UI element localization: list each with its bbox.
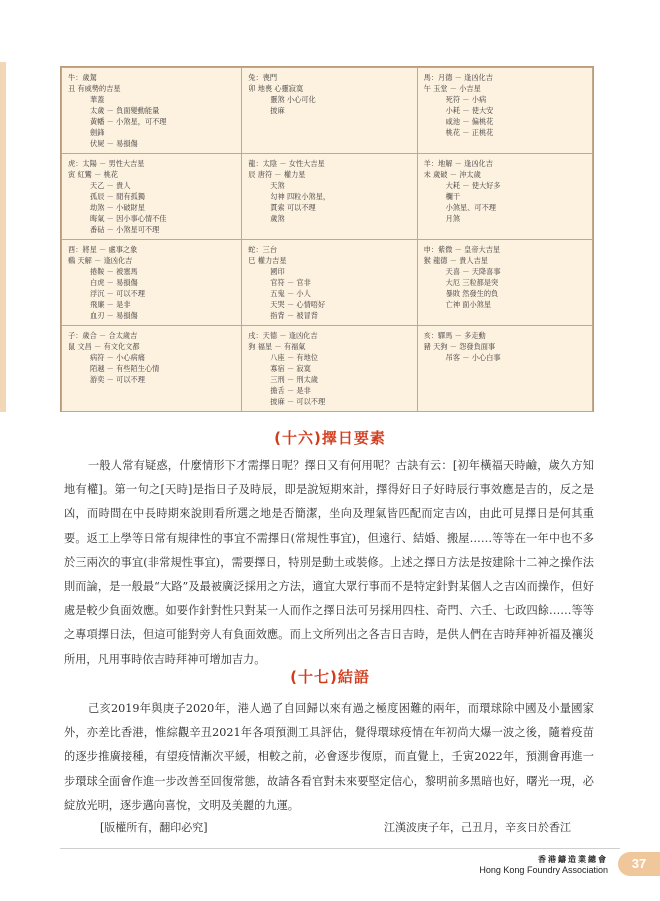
almanac-cell-line: 晦氣 － 因小事心情不佳 (90, 214, 167, 223)
almanac-cell-line: 病符 － 小心病痛 (90, 353, 145, 362)
almanac-cell-line: 午 玉堂 － 小吉星 (423, 84, 481, 93)
almanac-cell-line: 未 歲破 － 沖太歲 (423, 170, 481, 179)
almanac-cell (242, 326, 417, 412)
almanac-cell (62, 326, 242, 412)
almanac-cell-line: 寡宿 － 寂寞 (270, 364, 311, 373)
almanac-cell-line: 牛：歲駕 (68, 73, 97, 82)
almanac-cell-line: 月煞 (445, 214, 461, 223)
copyright-notice: [版權所有，翻印必究] (100, 821, 208, 834)
almanac-cell-line: 勾神 四粒小煞星， (270, 192, 331, 201)
almanac-cell (242, 154, 417, 240)
almanac-cell-line: 狗 福星 － 有福氣 (248, 342, 306, 351)
almanac-cell-line: 華蓋 (90, 95, 105, 104)
almanac-cell (62, 240, 242, 326)
almanac-cell (417, 326, 592, 412)
almanac-row (62, 68, 593, 154)
almanac-cell-line: 猴 龍德 － 貴人吉星 (423, 256, 488, 265)
almanac-cell-line: 浮沉 － 可以不理 (90, 289, 145, 298)
almanac-cell-line: 欄干 (445, 192, 461, 201)
almanac-cell-line: 血刃 － 易損傷 (90, 311, 138, 320)
almanac-cell-line: 天煞 (270, 181, 285, 190)
almanac-cell-line: 亡神 面小煞星 (445, 300, 492, 309)
almanac-cell-line: 兔：喪門 (248, 73, 278, 82)
almanac-cell-line: 番砧 － 小煞星可不理 (90, 225, 160, 234)
almanac-cell-line: 子：歲合 － 合太歲吉 (68, 331, 138, 340)
author-signature: 江漢波庚子年，己丑月，辛亥日於香江 (384, 821, 571, 834)
almanac-cell-line: 五鬼 － 小人 (270, 289, 311, 298)
almanac-cell-line: 丑 有威勢的吉星 (68, 84, 121, 93)
almanac-cell-line: 八座 － 有地位 (270, 353, 318, 362)
almanac-cell-line: 酉：將星 － 處事之象 (68, 245, 138, 254)
side-decoration (0, 62, 6, 412)
almanac-cell (242, 68, 417, 154)
almanac-cell-line: 國印 (270, 267, 285, 276)
almanac-cell-line: 蛇：三台 (248, 245, 278, 254)
section-16-paragraph: 一般人常有疑惑，什麼情形下才需擇日呢？擇日又有何用呢？古訣有云：[初年橫福天時鹼，歲久方知地有權]。第一句之[天時]是指日子及時辰，即是說短期來計，擇得好日子好時辰行事效應是吉的，反之是凶，而時間在中長時期來說則看所選之地是否簡潔，坐向及理氣皆匹配而定吉凶，由此可見擇日是何其重要。返工上學等日常有規律性的事宜不需擇日(常規性事宜)，但遠行、結婚、搬屋……等等在一年中也不多於三兩次的事宜(非常規性事宜)，需要擇日，特別是動土或裝修。上述之擇日方法是按建除十二神之操作法則而論，是一般最“大路”及最被廣泛採用之方法，適宜大眾行事而不是特定針對某個人之吉凶而操作，但好處是較少負面效應。如要作針對性只對某一人而作之擇日法可另採用四柱、奇門、六壬、七政四餘‥‥‥等等之專項擇日法，但這可能對旁人有負面效應。而上文所列出之各吉日吉時，是供人們在吉時拜神祈福及禳災所用，凡用事時依吉時拜神可增加吉力。 (64, 459, 594, 666)
almanac-cell-line: 小煞星、可不理 (445, 203, 496, 212)
almanac-cell-line: 亥：驛馬 － 多走動 (423, 331, 486, 340)
almanac-cell-line: 天哭 － 心情唔好 (270, 300, 326, 309)
almanac-cell-line: 鷄 天解 － 逢凶化吉 (68, 256, 133, 265)
almanac-cell-line: 天喜 － 天降喜事 (445, 267, 501, 276)
almanac-cell-line: 戌：天德 － 逢凶化吉 (248, 331, 318, 340)
almanac-cell-line: 太歲 － 負面變動能量 (90, 106, 160, 115)
almanac-cell-line: 劍鋒 (90, 128, 105, 137)
almanac-cell-line: 鼠 文昌 － 有文化文都 (68, 342, 140, 351)
page-number: 37 (618, 852, 660, 876)
almanac-cell-line: 陌越 － 有些陌生心情 (90, 364, 160, 373)
almanac-cell-line: 捲鞍 － 被塞馬 (90, 267, 138, 276)
almanac-cell-line: 貫索 可以不理 (270, 203, 316, 212)
almanac-cell (242, 240, 417, 326)
almanac-cell-line: 天乙 － 貴人 (90, 181, 131, 190)
almanac-cell (417, 154, 592, 240)
almanac-cell (417, 68, 592, 154)
almanac-cell-line: 靈煞 小心可化 (270, 95, 316, 104)
almanac-cell-line: 咸池 － 偏桃花 (445, 117, 494, 126)
footer-organization (479, 854, 608, 875)
almanac-cell-line: 披麻 － 可以不理 (270, 397, 326, 406)
almanac-cell-line: 白虎 － 易損傷 (90, 278, 138, 287)
almanac-cell-line: 虎：太陽 － 男性大吉星 (68, 159, 145, 168)
almanac-cell-line: 桃花 － 正桃花 (445, 128, 494, 137)
almanac-table (60, 66, 594, 412)
almanac-cell-line: 伏屍 － 易損傷 (90, 139, 138, 148)
almanac-row (62, 326, 593, 412)
almanac-cell-line: 羊：地解 － 逢凶化吉 (423, 159, 493, 168)
almanac-grid (61, 67, 593, 412)
almanac-cell (62, 68, 242, 154)
almanac-cell-line: 吊客 － 小心白事 (445, 353, 501, 362)
almanac-cell-line: 巳 權力吉星 (248, 256, 287, 265)
almanac-cell (62, 154, 242, 240)
almanac-cell-line: 死符 － 小病 (445, 95, 487, 104)
almanac-cell-line: 黃幡 － 小煞星，可不理 (90, 117, 167, 126)
almanac-cell-line: 孤辰 － 閒有孤獨 (90, 192, 145, 201)
almanac-cell-line: 飛廉 － 是非 (90, 300, 131, 309)
almanac-row (62, 240, 593, 326)
almanac-cell-line: 劫煞 － 小破財星 (90, 203, 145, 212)
section-16-title: (十六)擇日要素 (274, 429, 386, 447)
almanac-cell-line: 寅 紅鸞 － 桃花 (68, 170, 118, 179)
almanac-cell-line: 暴敗 然發生的負 (445, 289, 499, 298)
org-name-chinese: 香港鑄造業總會 (538, 855, 608, 864)
almanac-cell-line: 歲煞 (270, 214, 285, 223)
almanac-cell-line: 小耗 － 使大安 (445, 106, 494, 115)
section-17-paragraph: 己亥2019年與庚子2020年，港人過了自回歸以來有過之極度困難的兩年，而環球除中國及小量國家外，亦差比香港，惟綜觀辛丑2021年各項預測工具評估，覺得環球疫情在年初尚大爆一波之後，隨着疫苗的逐步推廣接種，有望疫情漸次平緩，相較之前，必會逐步復原，而直覺上，壬寅2022年，預測會再進一步環球全面會作進一步改善至回復常態，故請各看官對未來要堅定信心，黎明前多黑暗也好，曙光一現，必綻放光明，逐步邁向喜悅，文明及美麗的九運。 (64, 702, 594, 812)
almanac-cell-line: 馬：月德 － 逢凶化吉 (423, 73, 493, 82)
almanac-cell-line: 申：紫微 － 皇帝大吉星 (423, 245, 501, 254)
almanac-cell-line: 辰 唐符 － 權力星 (248, 170, 306, 179)
almanac-cell-line: 龍：太陰 － 女性大吉星 (248, 159, 325, 168)
almanac-cell-line: 三刑 － 刑太歲 (270, 375, 318, 384)
almanac-cell (417, 240, 592, 326)
footer-divider (60, 848, 620, 849)
almanac-row (62, 154, 593, 240)
almanac-cell-line: 披麻 (270, 106, 285, 115)
almanac-cell-line: 指背 － 被冒背 (270, 311, 318, 320)
almanac-cell-line: 官符 － 官非 (270, 278, 311, 287)
almanac-cell-line: 大耗 － 使大好多 (445, 181, 501, 190)
almanac-cell-line: 大厄 三粒都是突 (445, 278, 499, 287)
almanac-cell-line: 游奕 － 可以不理 (90, 375, 145, 384)
section-17-title: (十七)結語 (290, 668, 370, 686)
org-name-english: Hong Kong Foundry Association (479, 865, 608, 875)
almanac-cell-line: 豬 天狗 － 怨發負面事 (423, 342, 496, 351)
almanac-cell-line: 卯 地喪 心靈寂寞 (248, 84, 304, 93)
almanac-cell-line: 擔舌 － 是非 (270, 386, 311, 395)
